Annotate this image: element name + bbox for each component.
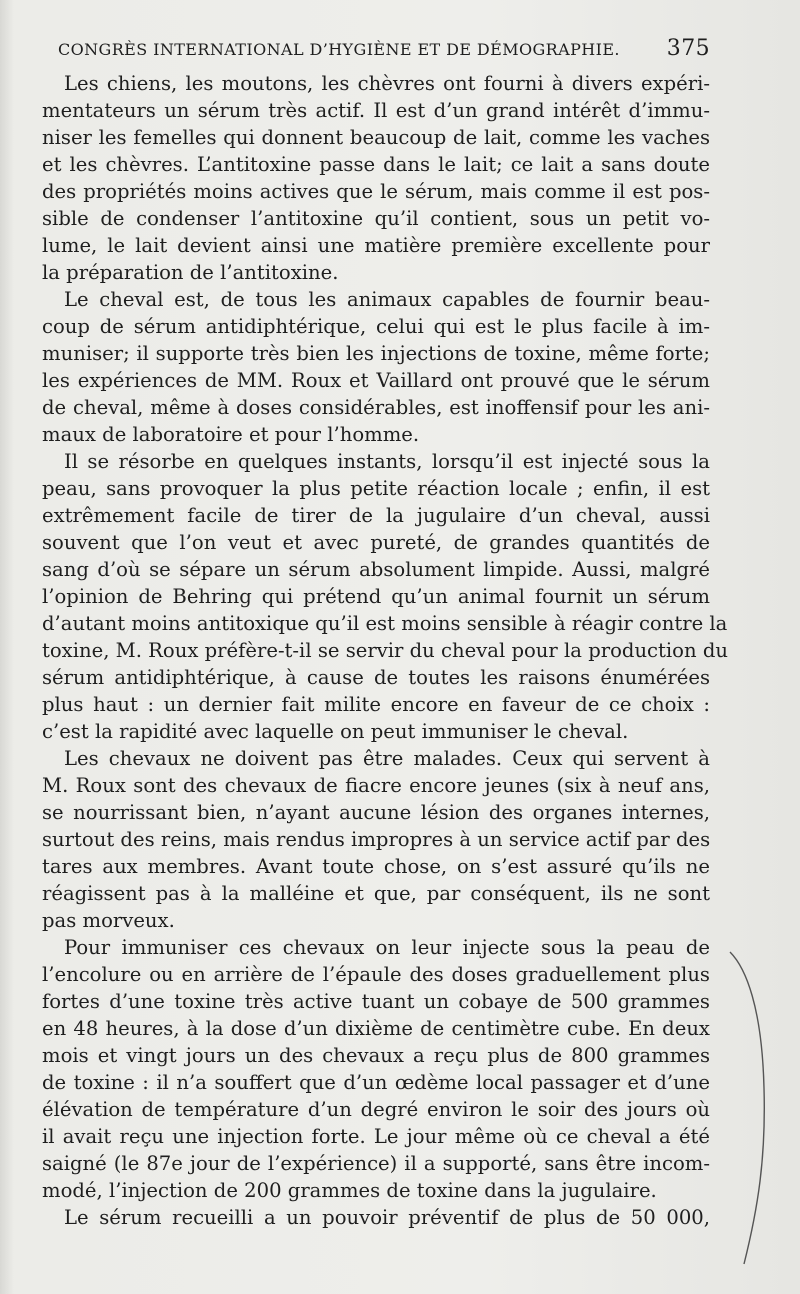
text-line: Les chiens, les moutons, les chèvres ont fourni à divers expéri-: [64, 72, 710, 95]
text-line: se nourrissant bien, n’ayant aucune lésion des organes internes,: [42, 801, 710, 824]
text-line: il avait reçu une injection forte. Le jour même où ce cheval a été: [42, 1125, 710, 1148]
text-line: c’est la rapidité avec laquelle on peut immuniser le cheval.: [42, 720, 629, 743]
text-line: modé, l’injection de 200 grammes de toxine dans la jugulaire.: [42, 1179, 657, 1202]
margin-pencil-mark: [728, 948, 768, 1268]
text-line: élévation de température d’un degré environ le soir des jours où: [42, 1098, 710, 1121]
text-line: M. Roux sont des chevaux de fiacre encore jeunes (six à neuf ans,: [42, 774, 710, 797]
text-line: les expériences de MM. Roux et Vaillard ont prouvé que le sérum: [42, 369, 710, 392]
header-title: CONGRÈS INTERNATIONAL D’HYGIÈNE ET DE DÉMOGRAPHIE.: [58, 40, 620, 59]
text-line: sang d’où se sépare un sérum absolument limpide. Aussi, malgré: [42, 558, 710, 581]
text-line: des propriétés moins actives que le sérum, mais comme il est pos-: [42, 180, 710, 203]
text-line: sible de condenser l’antitoxine qu’il contient, sous un petit vo-: [42, 207, 710, 230]
text-line: fortes d’une toxine très active tuant un cobaye de 500 grammes: [42, 990, 710, 1013]
text-line: en 48 heures, à la dose d’un dixième de centimètre cube. En deux: [42, 1017, 710, 1040]
text-line: Pour immuniser ces chevaux on leur injecte sous la peau de: [64, 936, 710, 959]
text-line: de toxine : il n’a souffert que d’un œdème local passager et d’une: [42, 1071, 710, 1094]
text-line: Le cheval est, de tous les animaux capables de fournir beau-: [64, 288, 710, 311]
running-header: [58, 36, 710, 64]
text-line: peau, sans provoquer la plus petite réaction locale ; enfin, il est: [42, 477, 710, 500]
text-line: d’autant moins antitoxique qu’il est moins sensible à réagir contre la: [42, 612, 728, 635]
text-line: souvent que l’on veut et avec pureté, de grandes quantités de: [42, 531, 710, 554]
body-text: [42, 70, 728, 1231]
text-line: muniser; il supporte très bien les injections de toxine, même forte;: [42, 342, 710, 365]
text-line: extrêmement facile de tirer de la jugulaire d’un cheval, aussi: [42, 504, 710, 527]
text-line: coup de sérum antidiphtérique, celui qui est le plus facile à im-: [42, 315, 710, 338]
text-line: mois et vingt jours un des chevaux a reçu plus de 800 grammes: [42, 1044, 710, 1067]
text-line: sérum antidiphtérique, à cause de toutes les raisons énumérées: [42, 666, 710, 689]
text-line: Les chevaux ne doivent pas être malades. Ceux qui servent à: [64, 747, 710, 770]
text-line: la préparation de l’antitoxine.: [42, 261, 339, 284]
text-line: Il se résorbe en quelques instants, lorsqu’il est injecté sous la: [64, 450, 710, 473]
text-line: tares aux membres. Avant toute chose, on s’est assuré qu’ils ne: [42, 855, 710, 878]
text-line: de cheval, même à doses considérables, est inoffensif pour les ani-: [42, 396, 710, 419]
text-line: l’opinion de Behring qui prétend qu’un animal fournit un sérum: [42, 585, 710, 608]
text-line: saigné (le 87e jour de l’expérience) il a supporté, sans être incom-: [42, 1152, 710, 1175]
text-line: niser les femelles qui donnent beaucoup de lait, comme les vaches: [42, 126, 710, 149]
text-line: l’encolure ou en arrière de l’épaule des doses graduellement plus: [42, 963, 710, 986]
text-line: mentateurs un sérum très actif. Il est d’un grand intérêt d’immu-: [42, 99, 710, 122]
text-line: réagissent pas à la malléine et que, par conséquent, ils ne sont: [42, 882, 710, 905]
text-line: surtout des reins, mais rendus impropres à un service actif par des: [42, 828, 711, 851]
text-line: plus haut : un dernier fait milite encore en faveur de ce choix :: [42, 693, 710, 716]
text-line: toxine, M. Roux préfère-t-il se servir du cheval pour la production du: [42, 639, 728, 662]
page-number: 375: [666, 36, 710, 61]
text-line: pas morveux.: [42, 909, 175, 932]
text-line: maux de laboratoire et pour l’homme.: [42, 423, 420, 446]
text-line: et les chèvres. L’antitoxine passe dans le lait; ce lait a sans doute: [42, 153, 710, 176]
text-line: lume, le lait devient ainsi une matière première excellente pour: [42, 234, 710, 257]
text-line: Le sérum recueilli a un pouvoir préventif de plus de 50 000,: [64, 1206, 710, 1229]
